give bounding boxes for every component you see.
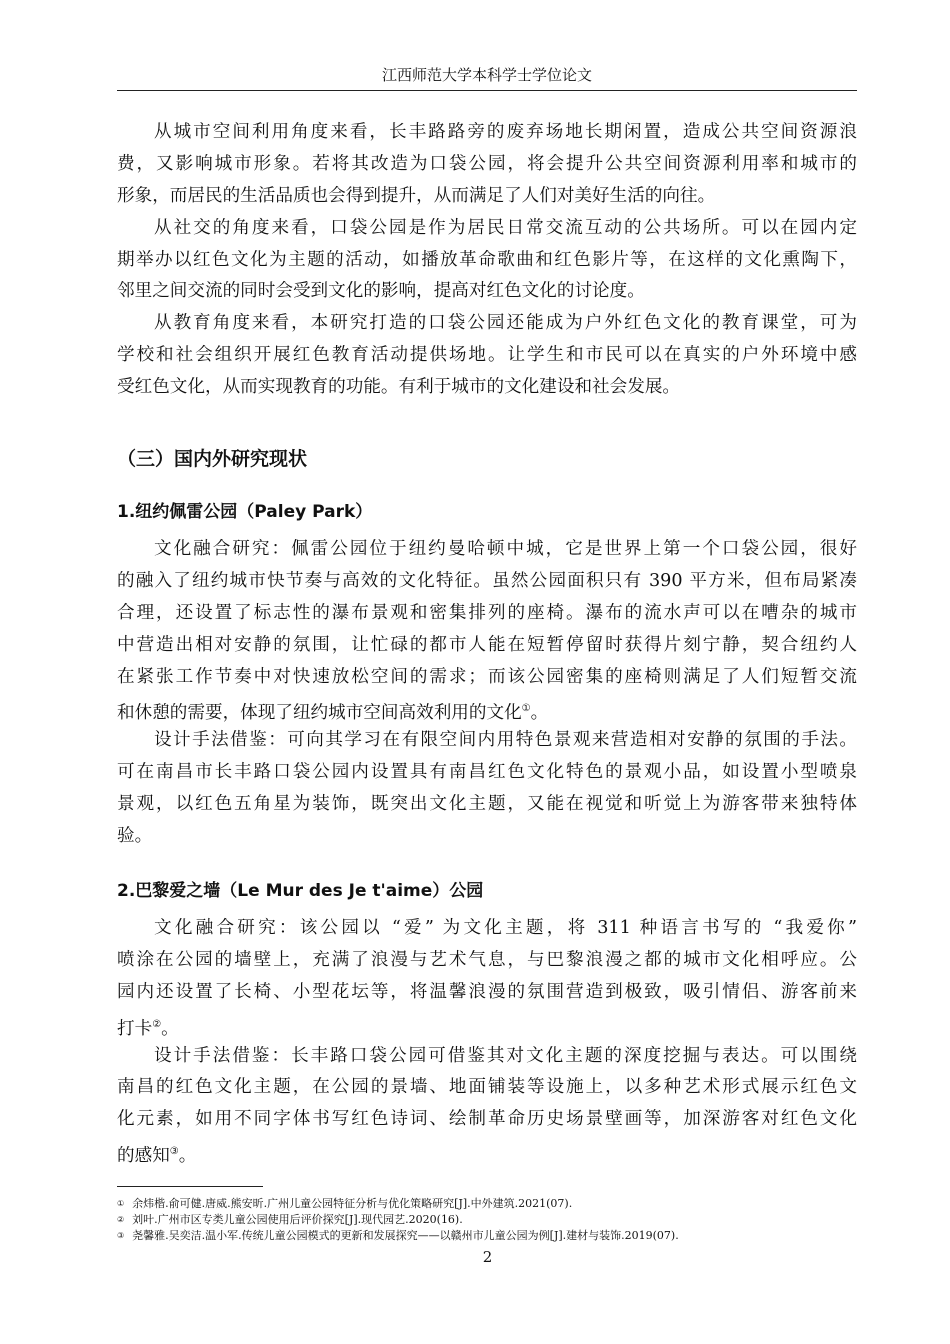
section-heading: （三）国内外研究现状 xyxy=(117,448,308,470)
subsection-heading-paley-park: 1.纽约佩雷公园（Paley Park） xyxy=(117,502,373,522)
footnote-ref[interactable]: ① xyxy=(521,703,531,715)
text-line: 验。 xyxy=(117,826,153,847)
text-line: 的融入了纽约城市快节奏与高效的文化特征。虽然公园面积只有 390 平方米，但布局紧凑 xyxy=(117,570,857,591)
text-line: 从教育角度来看，本研究打造的口袋公园还能成为户外红色文化的教育课堂，可为 xyxy=(154,313,857,334)
footnotes xyxy=(117,1196,679,1244)
text: 。 xyxy=(530,703,549,724)
text-line: 园内还设置了长椅、小型花坛等，将温馨浪漫的氛围营造到极致，吸引情侣、游客前来 xyxy=(117,981,857,1002)
text-line: 文化融合研究：该公园以 “爱” 为文化主题，将 311 种语言书写的 “我爱你” xyxy=(154,918,857,938)
text-line: 受红色文化，从而实现教育的功能。有利于城市的文化建设和社会发展。 xyxy=(117,377,681,398)
text-line: 邻里之间交流的同时会受到文化的影响，提高对红色文化的讨论度。 xyxy=(117,281,645,302)
footnote-ref[interactable]: ② xyxy=(152,1018,162,1030)
footnote-mark: ③ xyxy=(117,1231,125,1240)
footnote-mark: ② xyxy=(117,1215,125,1224)
footnote xyxy=(117,1228,679,1244)
text-line: 化元素，如用不同字体书写红色诗词、绘制革命历史场景壁画等，加深游客对红色文化 xyxy=(117,1109,857,1130)
text-line: 费，又影响城市形象。若将其改造为口袋公园，将会提升公共空间资源利用率和城市的 xyxy=(117,153,857,174)
text-line: 期举办以红色文化为主题的活动，如播放革命歌曲和红色影片等，在这样的文化熏陶下， xyxy=(117,249,857,270)
footnote-text: 刘叶.广州市区专类儿童公园使用后评价探究[J].现代园艺.2020(16). xyxy=(132,1213,463,1226)
text-line: 设计手法借鉴：长丰路口袋公园可借鉴其对文化主题的深度挖掘与表达。可以围绕 xyxy=(154,1045,857,1066)
footnote-mark: ① xyxy=(117,1199,125,1208)
text: 和休憩的需要，体现了纽约城市空间高效利用的文化 xyxy=(117,703,522,724)
text-line: 从城市空间利用角度来看，长丰路路旁的废弃场地长期闲置，造成公共空间资源浪 xyxy=(154,122,857,142)
page-number: 2 xyxy=(482,1248,493,1266)
text-line: 形象，而居民的生活品质也会得到提升，从而满足了人们对美好生活的向往。 xyxy=(117,185,716,206)
footnote-ref[interactable]: ③ xyxy=(169,1146,179,1158)
subsection-heading-paris-wall: 2.巴黎爱之墙（Le Mur des Je t'aime）公园 xyxy=(117,881,484,901)
text-line xyxy=(117,1009,857,1041)
text: 打卡 xyxy=(117,1018,153,1039)
text: 的感知 xyxy=(117,1146,170,1167)
text-line: 从社交的角度来看，口袋公园是作为居民日常交流互动的公共场所。可以在园内定 xyxy=(154,217,857,238)
text: 。 xyxy=(161,1018,179,1039)
footnote-divider xyxy=(117,1186,263,1187)
text-line: 文化融合研究：佩雷公园位于纽约曼哈顿中城，它是世界上第一个口袋公园，很好 xyxy=(154,539,857,559)
paragraph-paris-wall xyxy=(117,913,857,1168)
text: 。 xyxy=(178,1146,197,1167)
text-line: 南昌的红色文化主题，在公园的景墙、地面铺装等设施上，以多种艺术形式展示红色文 xyxy=(117,1077,857,1098)
footnote-text: 尧馨雅.吴奕洁.温小军.传统儿童公园模式的更新和发展探究——以赣州市儿童公园为例[J].建材与装饰.2019(07). xyxy=(132,1229,679,1242)
text-line: 设计手法借鉴：可向其学习在有限空间内用特色景观来营造相对安静的氛围的手法。 xyxy=(154,730,857,751)
text-line: 中营造出相对安静的氛围，让忙碌的都市人能在短暂停留时获得片刻宁静，契合纽约人 xyxy=(117,634,857,655)
footnote-text: 余炜楷.俞可健.唐威.熊安昕.广州儿童公园特征分析与优化策略研究[J].中外建筑.2021(07). xyxy=(132,1197,573,1210)
text-line xyxy=(117,693,857,725)
text-line: 合理，还设置了标志性的瀑布景观和密集排列的座椅。瀑布的流水声可以在嘈杂的城市 xyxy=(117,602,857,623)
footnote xyxy=(117,1212,679,1228)
footnote xyxy=(117,1196,679,1212)
text-line: 喷涂在公园的墙壁上，充满了浪漫与艺术气息，与巴黎浪漫之都的城市文化相呼应。公 xyxy=(117,949,857,970)
text-line: 景观，以红色五角星为装饰，既突出文化主题，又能在视觉和听觉上为游客带来独特体 xyxy=(117,794,857,815)
text-line: 可在南昌市长丰路口袋公园内设置具有南昌红色文化特色的景观小品，如设置小型喷泉 xyxy=(117,762,857,783)
text-line xyxy=(117,1136,857,1168)
text-line: 在紧张工作节奏中对快速放松空间的需求；而该公园密集的座椅则满足了人们短暂交流 xyxy=(117,666,857,687)
paragraph-paley-park xyxy=(117,534,857,853)
text-line: 学校和社会组织开展红色教育活动提供场地。让学生和市民可以在真实的户外环境中感 xyxy=(117,345,857,366)
running-header: 江西师范大学本科学士学位论文 xyxy=(117,64,857,91)
paragraph-urban-space xyxy=(117,117,857,404)
